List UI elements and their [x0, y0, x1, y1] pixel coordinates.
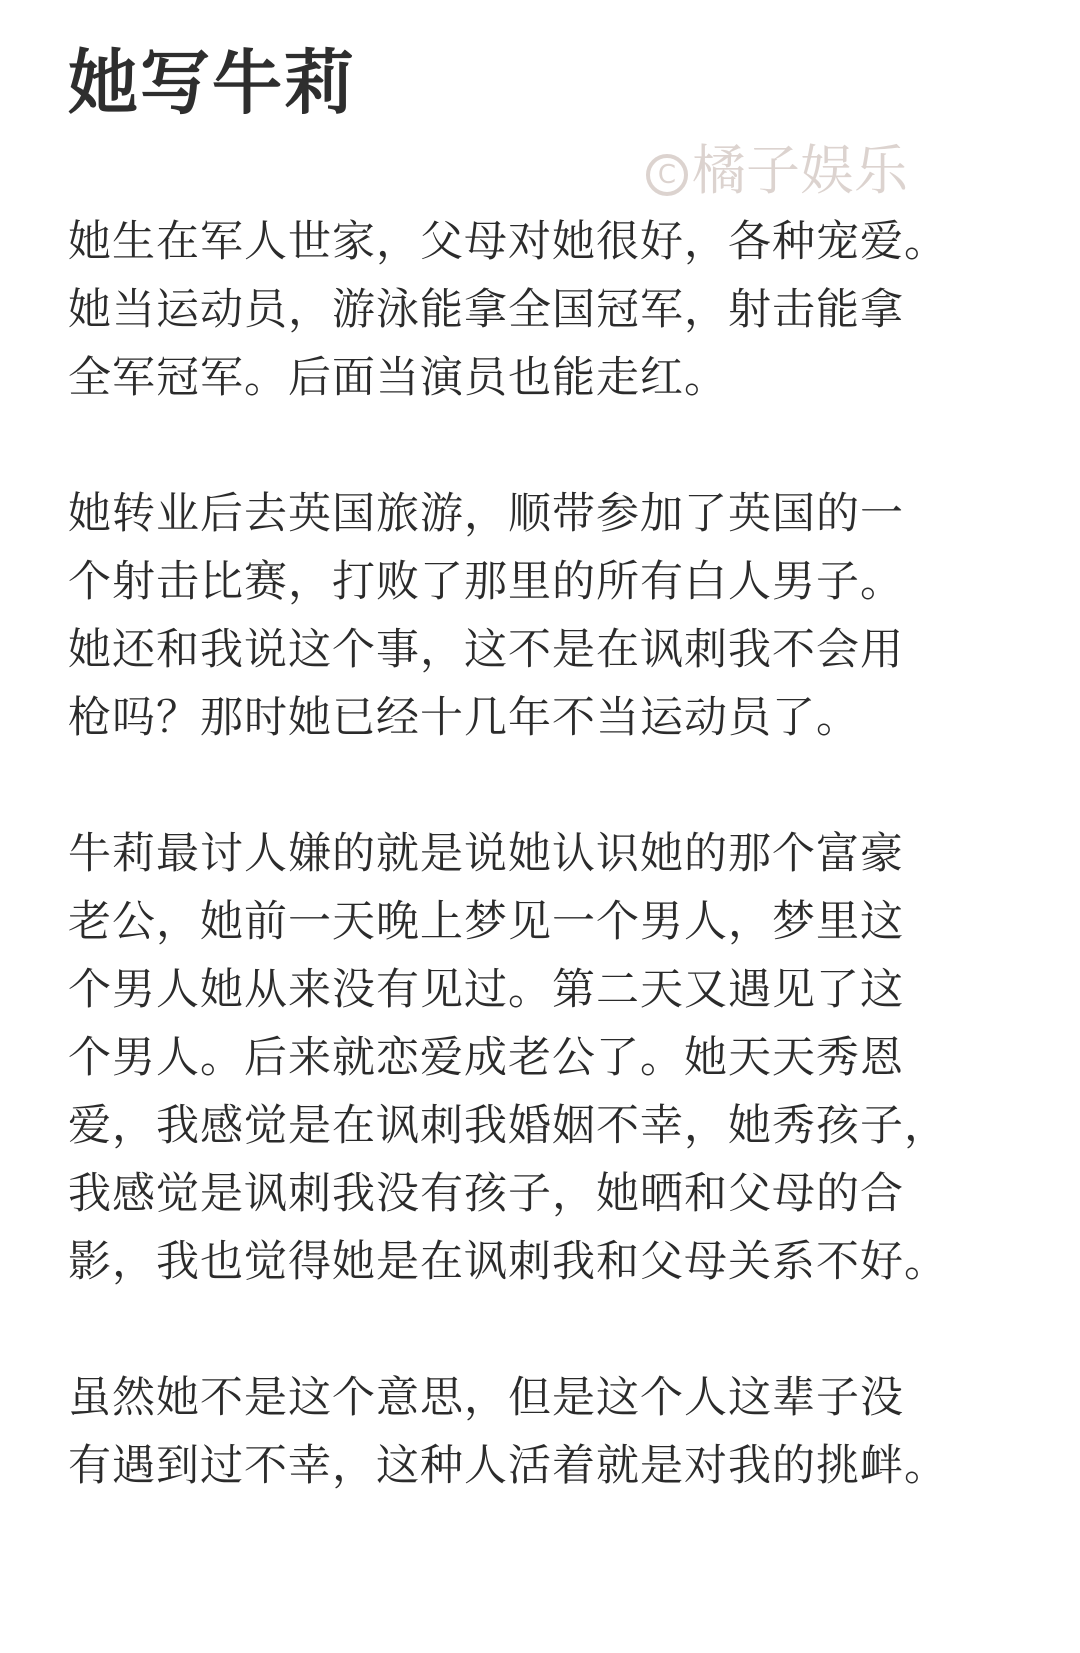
- paragraph: [68, 208, 958, 412]
- text-line: 个男人她从来没有见过。第二天又遇见了这: [68, 965, 904, 1015]
- text-line: 全军冠军。后面当演员也能走红。: [68, 353, 728, 403]
- text-line: 老公，她前一天晚上梦见一个男人，梦里这: [68, 897, 904, 947]
- paragraph: [68, 480, 958, 752]
- paragraph: [68, 820, 958, 1296]
- watermark-text: 橘子娱乐: [692, 139, 908, 202]
- text-line: 虽然她不是这个意思，但是这个人这辈子没: [68, 1373, 904, 1423]
- article-title: 她写牛莉: [68, 42, 356, 124]
- paragraph: [68, 1364, 958, 1500]
- text-line: 影，我也觉得她是在讽刺我和父母关系不好。: [68, 1237, 948, 1287]
- text-line: 她当运动员，游泳能拿全国冠军，射击能拿: [68, 285, 904, 335]
- watermark: [646, 136, 908, 206]
- article-body: [68, 208, 958, 1568]
- text-line: 爱，我感觉是在讽刺我婚姻不幸，她秀孩子，: [68, 1101, 948, 1151]
- copyright-icon: C: [646, 154, 688, 196]
- text-line: 个射击比赛，打败了那里的所有白人男子。: [68, 557, 904, 607]
- text-line: 她生在军人世家，父母对她很好，各种宠爱。: [68, 217, 948, 267]
- text-line: 我感觉是讽刺我没有孩子，她晒和父母的合: [68, 1169, 904, 1219]
- text-line: 她还和我说这个事，这不是在讽刺我不会用: [68, 625, 904, 675]
- text-line: 她转业后去英国旅游，顺带参加了英国的一: [68, 489, 904, 539]
- text-line: 有遇到过不幸，这种人活着就是对我的挑衅。: [68, 1441, 948, 1491]
- text-line: 枪吗？那时她已经十几年不当运动员了。: [68, 693, 860, 743]
- text-line: 个男人。后来就恋爱成老公了。她天天秀恩: [68, 1033, 904, 1083]
- text-line: 牛莉最讨人嫌的就是说她认识她的那个富豪: [68, 829, 904, 879]
